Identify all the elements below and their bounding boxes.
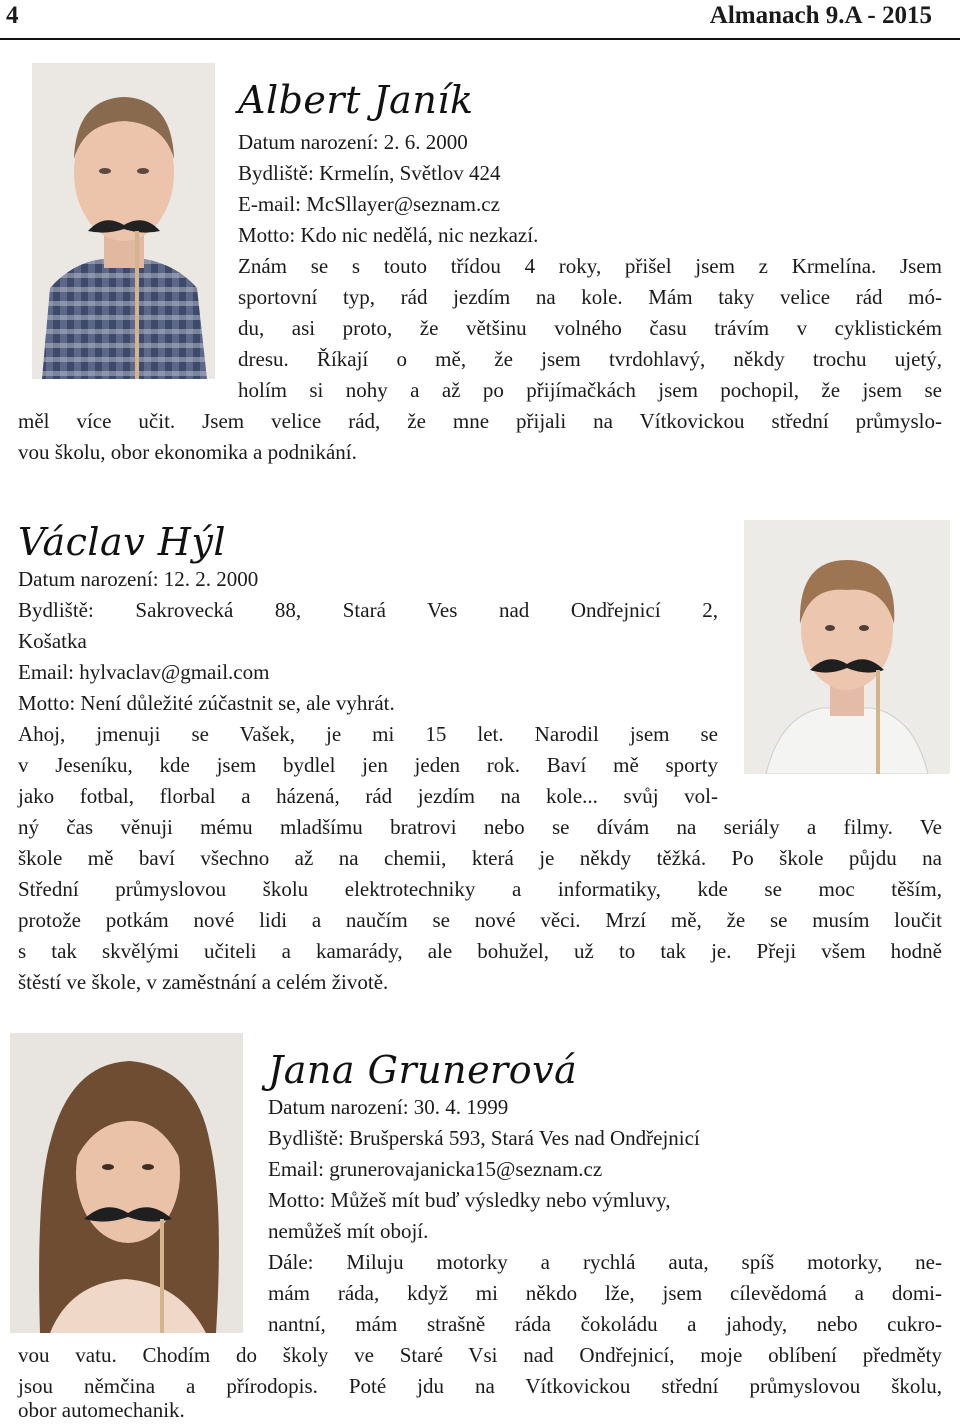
albert-bio-line: sportovní typ, rád jezdím na kole. Mám taky velice rád mó- xyxy=(238,285,942,309)
albert-bio-line: vou školu, obor ekonomika a podnikání. xyxy=(18,440,357,464)
jana-motto-cont: nemůžeš mít obojí. xyxy=(268,1219,429,1243)
jana-bio-line: jsou němčina a přírodopis. Poté jdu na Vítkovickou střední průmyslovou školu, xyxy=(18,1374,942,1398)
vaclav-bio-line: v Jeseníku, kde jsem bydlel jen jeden rok. Baví mě sporty xyxy=(18,753,718,777)
student-photo-albert xyxy=(32,63,215,379)
page-header xyxy=(0,0,960,44)
vaclav-bio-line: škole mě baví všechno až na chemii, která je někdy těžká. Po škole půjdu na xyxy=(18,846,942,870)
jana-bio-line: vou vatu. Chodím do školy ve Staré Vsi nad Ondřejnicí, moje oblíbení předměty xyxy=(18,1343,942,1367)
albert-address: Bydliště: Krmelín, Světlov 424 xyxy=(238,161,501,185)
vaclav-bio-line: štěstí ve škole, v zaměstnání a celém životě. xyxy=(18,970,389,994)
almanac-title: Almanach 9.A - 2015 xyxy=(709,2,932,29)
vaclav-bio-line: protože potkám nové lidi a naučím se nové věci. Mrzí mě, že se musím loučit xyxy=(18,908,942,932)
vaclav-bio-line: Střední průmyslovou školu elektrotechniky a informatiky, kde se moc těším, xyxy=(18,877,942,901)
albert-bio-line: Znám se s touto třídou 4 roky, přišel jsem z Krmelína. Jsem xyxy=(238,254,942,278)
header-rule xyxy=(0,38,960,40)
jana-bio-line: obor automechanik. xyxy=(18,1398,185,1422)
student-name-jana: Jana Grunerová xyxy=(268,1048,578,1092)
student-photo-jana xyxy=(10,1033,243,1333)
vaclav-bio-line: jako fotbal, florbal a házená, rád jezdím na kole... svůj vol- xyxy=(18,784,718,808)
albert-bio-line: dresu. Říkají o mě, že jsem tvrdohlavý, někdy trochu ujetý, xyxy=(238,347,942,371)
vaclav-bio-line: s tak skvělými učiteli a kamarády, ale bohužel, už to tak je. Přeji všem hodně xyxy=(18,939,942,963)
vaclav-email: Email: hylvaclav@gmail.com xyxy=(18,660,270,684)
vaclav-motto: Motto: Není důležité zúčastnit se, ale vyhrát. xyxy=(18,691,395,715)
student-name-vaclav: Václav Hýl xyxy=(18,520,227,564)
albert-bio-line: du, asi proto, že většinu volného času trávím v cyklistickém xyxy=(238,316,942,340)
albert-bio-line: holím si nohy a až po přijímačkách jsem pochopil, že jsem se xyxy=(238,378,942,402)
jana-bio-line: nantní, mám strašně ráda čokoládu a jahody, nebo cukro- xyxy=(268,1312,942,1336)
student-name-albert: Albert Janík xyxy=(238,78,474,122)
page-number: 4 xyxy=(6,2,19,29)
albert-motto: Motto: Kdo nic nedělá, nic nezkazí. xyxy=(238,223,539,247)
jana-birthdate: Datum narození: 30. 4. 1999 xyxy=(268,1095,509,1119)
vaclav-address-cont: Košatka xyxy=(18,629,87,653)
albert-bio-line: měl více učit. Jsem velice rád, že mne přijali na Vítkovickou střední průmyslo- xyxy=(18,409,942,433)
jana-address: Bydliště: Brušperská 593, Stará Ves nad Ondřejnicí xyxy=(268,1126,700,1150)
albert-email: E-mail: McSllayer@seznam.cz xyxy=(238,192,500,216)
jana-email: Email: grunerovajanicka15@seznam.cz xyxy=(268,1157,603,1181)
vaclav-bio-line: ný čas věnuji mému mladšímu bratrovi nebo se dívám na seriály a filmy. Ve xyxy=(18,815,942,839)
jana-bio-line: mám ráda, když mi někdo lže, jsem cílevědomá a domi- xyxy=(268,1281,942,1305)
jana-bio-line: Dále: Miluju motorky a rychlá auta, spíš motorky, ne- xyxy=(268,1250,942,1274)
jana-motto: Motto: Můžeš mít buď výsledky nebo výmluvy, xyxy=(268,1188,671,1212)
student-photo-vaclav xyxy=(744,520,950,774)
vaclav-birthdate: Datum narození: 12. 2. 2000 xyxy=(18,567,259,591)
albert-birthdate: Datum narození: 2. 6. 2000 xyxy=(238,130,468,154)
vaclav-bio-line: Ahoj, jmenuji se Vašek, je mi 15 let. Narodil jsem se xyxy=(18,722,718,746)
vaclav-address: Bydliště: Sakrovecká 88, Stará Ves nad Ondřejnicí 2, xyxy=(18,598,718,622)
